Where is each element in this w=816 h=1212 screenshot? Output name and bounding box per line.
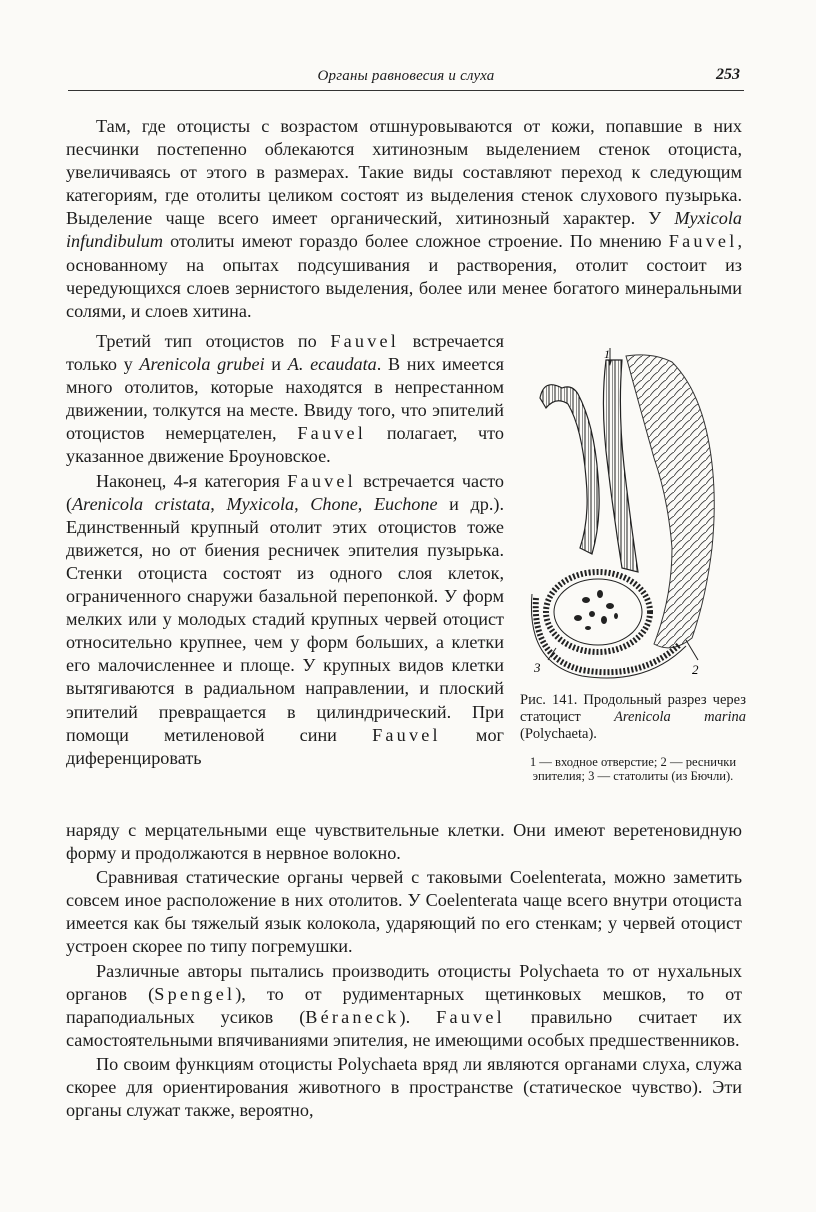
running-head xyxy=(68,66,744,91)
author-name: Fauvel xyxy=(330,331,400,351)
caption-title: Рис. 141. Продольный разрез через статоцист Arenicola marina (Polychaeta). xyxy=(520,692,746,742)
author-name: Fauvel xyxy=(287,470,356,491)
paragraph-fourth-category: Наконец, 4-я категория Fauvel встречается часто (Arenicola cristata, Myxicola, Chone, Euchone и др.). Единственный крупный отолит этих отоцистов тоже движется, но от биения ресничек эпителия пузырька. Стенки отоциста состоят из одного слоя клеток, ограниченного снаружи базальной перепонкой. У форм мелких или у молодых стадий крупных червей отоцист относительно крупнее, чем у форм больших, а клетки его малочисленнее и площе. У крупных видов клетки вытягиваются в радиальном направлении, и плоский эпителий превращается в цилиндрический. При помощи метиленовой сини Fauvel мог диференцировать xyxy=(66,470,505,768)
author-name: Béraneck xyxy=(305,1006,400,1027)
statocyst-section-drawing xyxy=(522,348,750,688)
figure-label-1: 1 xyxy=(604,348,610,361)
page-number: 253 xyxy=(716,66,740,83)
species-name: Chone xyxy=(310,493,358,514)
text-bottom-block xyxy=(66,819,742,1122)
paragraph-function: По своим функциям отоцисты Polychaeta вряд ли являются органами слуха, служа скорее для ориентирования животного в пространстве (статическое чувство). Эти органы служат также, вероятно, xyxy=(66,1053,742,1121)
paragraph-third-type: Третий тип отоцистов по Fauvel встречается только у Arenicola grubei и A. ecaudata. В них имеется много отолитов, которые находятся в непрестанном движении, толкутся на месте. Ввиду того, что эпителий отоцистов немерцателен, Fauvel полагает, что указанное движение Броуновское. xyxy=(66,331,505,467)
author-name: Fauvel xyxy=(436,1006,505,1027)
figure-label-2: 2 xyxy=(692,662,699,677)
running-title: Органы равновесия и слуха xyxy=(317,68,495,84)
species-name: Myxicola infundibulum xyxy=(66,208,742,252)
species-name: Euchone xyxy=(373,493,438,514)
species-name: Arenicola marina xyxy=(614,709,746,725)
paragraph-otolith-secretion: Там, где отоцисты с возрастом отшнуровываются от кожи, попавшие в них песчинки постепенно облекаются хитинозным выделением стенок отоциста, увеличиваясь от этого в размерах. Такие виды составляют переход к следующим категориям, где отолиты целиком состоят из выделения стенок слухового пузырька. Выделение чаще всего имеет органический, хитинозный характер. У Myxicola infundibulum отолиты имеют гораздо более сложное строение. По мнению Fauvel, основанному на опытах подсушивания и растворения, отолит состоит из чередующихся слоев зернистого выделения, более или менее богатого минеральными солями, и слоев хитина. xyxy=(66,116,742,321)
species-name: Myxicola xyxy=(226,493,295,514)
statocyst-figure xyxy=(522,348,750,688)
paragraph-continuation: наряду с мерцательными еще чувствительные клетки. Они имеют веретеновидную форму и продолжаются в нервное волокно. xyxy=(66,820,742,864)
author-name: Fauvel xyxy=(297,423,367,444)
species-name: Arenicola grubei xyxy=(139,354,265,375)
paragraph-origin: Различные авторы пытались производить отоцисты Polychaeta то от нухальных органов (Spengel), то от рудиментарных щетинковых мешков, то от параподиальных усиков (Béraneck). Fauvel правильно считает их самостоятельными впячиваниями эпителия, не имеющими особых предшественников. xyxy=(66,960,742,1050)
author-name: Spengel xyxy=(154,983,236,1004)
text-top-block xyxy=(66,115,742,323)
species-name: A. ecaudata xyxy=(287,354,377,375)
author-name: Fauvel xyxy=(668,231,738,252)
figure-label-3: 3 xyxy=(534,660,541,675)
paragraph-coelenterata: Сравнивая статические органы червей с таковыми Coelenterata, можно заметить совсем иное расположение в них отолитов. У Coelenterata чаще всего внутри отоциста имеется как бы тяжелый язык колокола, ударяющий по его стенкам; у червей отоцист устроен скорее по типу погремушки. xyxy=(66,867,742,957)
author-name: Fauvel xyxy=(372,724,441,745)
text-left-column xyxy=(66,330,504,770)
figure-caption xyxy=(520,692,746,783)
species-name: Arenicola cristata xyxy=(72,493,211,514)
caption-legend: 1 — входное отверстие; 2 — реснички эпителия; 3 — статолиты (из Бючли). xyxy=(529,755,737,783)
